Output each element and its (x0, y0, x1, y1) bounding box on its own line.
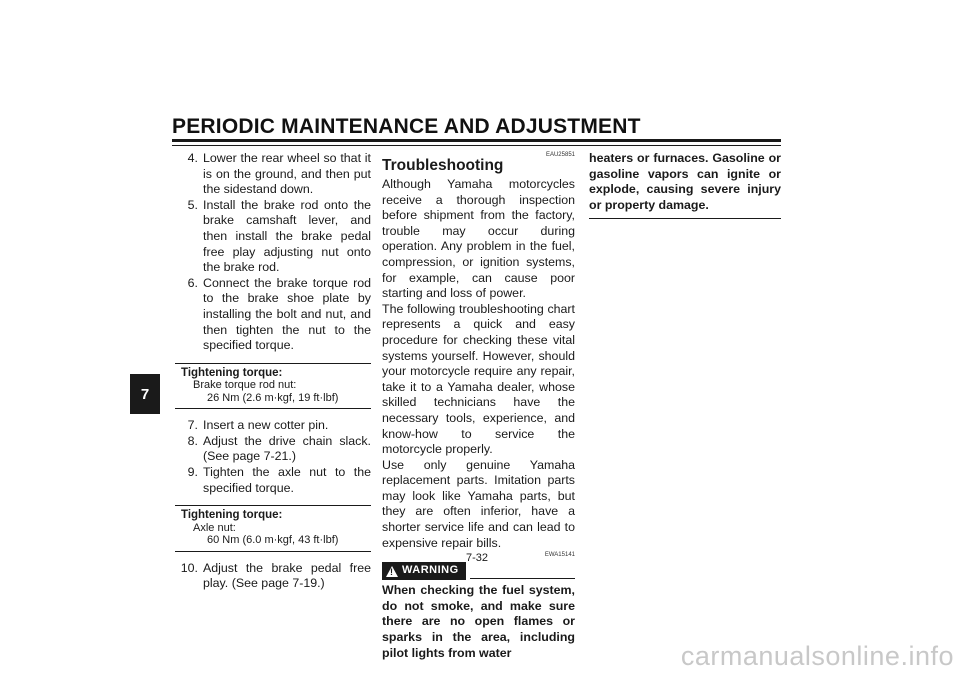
torque-item: Axle nut: (193, 521, 236, 534)
paragraph: Use only genuine Yamaha replacement parts. Imitation parts may look like Yamaha parts, but they are often inferior, have a shorter service life and can lead to expensive repair bills. (382, 457, 575, 550)
torque-item: Brake torque rod nut: (193, 379, 297, 392)
chapter-tab: 7 (130, 374, 160, 414)
warning-rule (470, 578, 575, 579)
section-code: EAU25851 (545, 152, 575, 158)
step-number: 6. (187, 275, 198, 290)
step-number: 10. (180, 560, 198, 575)
torque-title: Tightening torque: (181, 366, 283, 379)
step-item (182, 434, 371, 465)
step-item (182, 151, 371, 198)
step-item (182, 465, 371, 496)
steps-list-a (182, 151, 371, 354)
warning-text-continued: heaters or furnaces. Gasoline or gasoline vapors can ignite or explode, causing severe injury or property damage. (589, 151, 781, 212)
watermark: carmanualsonline.info (680, 641, 954, 671)
step-item (182, 198, 371, 276)
step-number: 9. (187, 465, 198, 479)
torque-spec-box-2 (175, 505, 371, 552)
step-number: 5. (187, 197, 198, 212)
step-number: 8. (187, 433, 198, 448)
middle-column (382, 151, 575, 661)
torque-value: 26 Nm (2.6 m·kgf, 19 ft·lbf) (207, 391, 339, 404)
paragraph: The following troubleshooting chart represents a quick and easy procedure for checking these vital systems yourself. However, should your motorcycle require any repair, take it to a Yamaha dealer, whose skilled technicians have the necessary tools, experience, and know-how to service the motorcycle properly. (382, 301, 575, 457)
step-text: Lower the rear wheel so that it is on the ground, and then put the sidestand down. (203, 151, 371, 197)
right-column (589, 151, 781, 219)
torque-spec-box-1 (175, 363, 371, 410)
step-text: Adjust the drive chain slack. (See page 7-21.) (203, 433, 371, 464)
page-number: 7-32 (465, 552, 489, 564)
warning-badge (382, 562, 466, 580)
left-column (182, 151, 371, 592)
torque-title: Tightening torque: (181, 509, 283, 522)
step-item (182, 276, 371, 354)
warning-label: WARNING (402, 564, 459, 577)
paragraph: Although Yamaha motorcycles receive a thorough inspection before shipment from the factory, trouble may occur during operation. Any problem in the fuel, compression, or ignition systems, for example, can cause poor starting and loss of power. (382, 177, 575, 301)
warning-text: When checking the fuel system, do not smoke, and make sure there are no open flames or sparks in the area, including pilot lights from water (382, 583, 575, 660)
section-heading: Troubleshooting (382, 157, 504, 174)
warning-triangle-icon (386, 566, 398, 577)
torque-value: 60 Nm (6.0 m·kgf, 43 ft·lbf) (207, 534, 339, 547)
step-text: Insert a new cotter pin. (203, 418, 329, 433)
warning-header (382, 562, 575, 580)
step-item (182, 418, 371, 434)
page-title: PERIODIC MAINTENANCE AND ADJUSTMENT (172, 115, 641, 138)
step-number: 7. (187, 418, 198, 433)
step-number: 4. (187, 151, 198, 165)
step-text: Connect the brake torque rod to the brake shoe plate by installing the bolt and nut, and then tighten the nut to the specified torque. (203, 275, 371, 353)
warning-code: EWA15141 (544, 552, 575, 559)
step-text: Adjust the brake pedal free play. (See page 7-19.) (203, 560, 371, 591)
step-text: Tighten the axle nut to the specified torque. (203, 465, 371, 495)
header-rule-thin (172, 145, 781, 146)
step-text: Install the brake rod onto the brake camshaft lever, and then install the brake pedal free play adjusting nut onto the brake rod. (203, 197, 371, 275)
warning-end-rule (589, 218, 781, 219)
steps-list-c (182, 561, 371, 592)
header-rule (172, 139, 781, 142)
step-item (182, 561, 371, 592)
steps-list-b (182, 418, 371, 496)
